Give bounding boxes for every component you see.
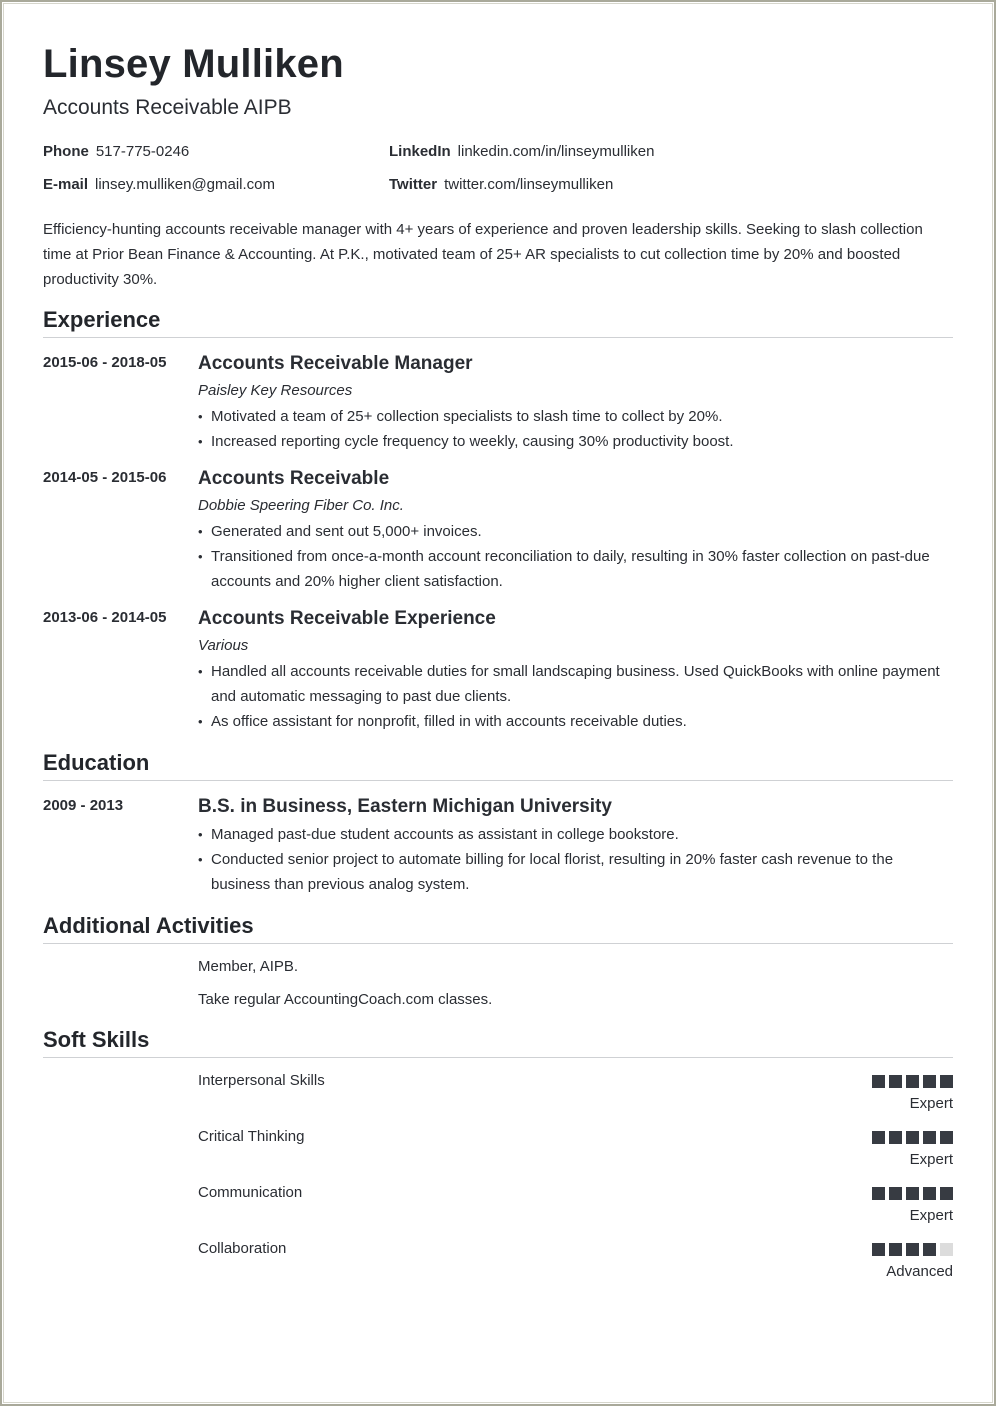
contact-linkedin — [389, 143, 654, 160]
rating-square-filled — [923, 1131, 936, 1144]
education-degree: B.S. in Business, Eastern Michigan University — [198, 796, 612, 817]
rating-square-filled — [940, 1187, 953, 1200]
twitter-label: Twitter — [389, 176, 438, 193]
skill-level: Advanced — [886, 1263, 953, 1280]
experience-company: Paisley Key Resources — [198, 382, 353, 399]
rating-square-empty — [940, 1243, 953, 1256]
activity-item: Take regular AccountingCoach.com classes. — [198, 991, 493, 1008]
rating-square-filled — [923, 1187, 936, 1200]
rating-square-filled — [940, 1075, 953, 1088]
education-bullet: • Managed past-due student accounts as assistant in college bookstore. — [198, 822, 953, 847]
experience-bullet: • Generated and sent out 5,000+ invoices. — [198, 519, 953, 544]
rating-square-filled — [889, 1131, 902, 1144]
rating-square-filled — [872, 1243, 885, 1256]
skill-level: Expert — [909, 1151, 953, 1168]
skill-name: Critical Thinking — [198, 1128, 305, 1145]
twitter-value: twitter.com/linseymulliken — [444, 176, 614, 193]
skill-rating — [872, 1075, 953, 1088]
phone-label: Phone — [43, 143, 89, 160]
email-label: E-mail — [43, 176, 89, 193]
experience-role: Accounts Receivable Experience — [198, 608, 496, 629]
skill-name: Interpersonal Skills — [198, 1072, 325, 1089]
rating-square-filled — [889, 1243, 902, 1256]
skill-name: Collaboration — [198, 1240, 287, 1257]
skill-row — [198, 1072, 953, 1120]
section-heading-skills: Soft Skills — [43, 1027, 953, 1058]
experience-bullet: • Motivated a team of 25+ collection specialists to slash time to collect by 20%. — [198, 404, 953, 429]
section-heading-education: Education — [43, 750, 953, 781]
rating-square-filled — [940, 1131, 953, 1144]
skill-level: Expert — [909, 1095, 953, 1112]
rating-square-filled — [889, 1075, 902, 1088]
skill-row — [198, 1184, 953, 1232]
rating-square-filled — [872, 1075, 885, 1088]
professional-summary: Efficiency-hunting accounts receivable manager with 4+ years of experience and proven leadership skills. Seeking to slash collection time at Prior Bean Finance & Accounting. At P.K., motivated team of 25+ AR specialists to cut collection time by 20% and boosted productivity 30%. — [43, 221, 923, 288]
rating-square-filled — [923, 1243, 936, 1256]
activity-item: Member, AIPB. — [198, 958, 299, 975]
experience-dates: 2014-05 - 2015-06 — [43, 469, 167, 486]
candidate-title: Accounts Receivable AIPB — [43, 96, 292, 119]
experience-bullet: • As office assistant for nonprofit, filled in with accounts receivable duties. — [198, 709, 953, 734]
rating-square-filled — [906, 1187, 919, 1200]
section-heading-experience: Experience — [43, 307, 953, 338]
education-dates: 2009 - 2013 — [43, 797, 124, 814]
contact-phone — [43, 143, 189, 160]
education-bullet: • Conducted senior project to automate billing for local florist, resulting in 20% faster cash revenue to the business than previous analog system. — [198, 847, 953, 897]
linkedin-label: LinkedIn — [389, 143, 451, 160]
experience-company: Various — [198, 637, 249, 654]
skill-rating — [872, 1243, 953, 1256]
skill-row — [198, 1240, 953, 1288]
linkedin-value: linkedin.com/in/linseymulliken — [457, 143, 655, 160]
experience-dates: 2015-06 - 2018-05 — [43, 354, 167, 371]
experience-role: Accounts Receivable — [198, 468, 390, 489]
contact-twitter — [389, 176, 613, 193]
email-value: linsey.mulliken@gmail.com — [95, 176, 276, 193]
skill-rating — [872, 1131, 953, 1144]
rating-square-filled — [923, 1075, 936, 1088]
contact-email — [43, 176, 275, 193]
rating-square-filled — [906, 1075, 919, 1088]
section-heading-activities: Additional Activities — [43, 913, 953, 944]
rating-square-filled — [872, 1131, 885, 1144]
skill-name: Communication — [198, 1184, 303, 1201]
skill-row — [198, 1128, 953, 1176]
rating-square-filled — [872, 1187, 885, 1200]
phone-value: 517-775-0246 — [95, 143, 190, 160]
experience-company: Dobbie Speering Fiber Co. Inc. — [198, 497, 404, 514]
experience-bullet: • Increased reporting cycle frequency to weekly, causing 30% productivity boost. — [198, 429, 953, 454]
skill-rating — [872, 1187, 953, 1200]
experience-dates: 2013-06 - 2014-05 — [43, 609, 167, 626]
experience-bullet: • Transitioned from once-a-month account reconciliation to daily, resulting in 30% faster collection on past-due accounts and 20% higher client satisfaction. — [198, 544, 953, 594]
rating-square-filled — [889, 1187, 902, 1200]
experience-bullet: • Handled all accounts receivable duties for small landscaping business. Used QuickBooks with online payment and automatic messaging to past due clients. — [198, 659, 953, 709]
candidate-name: Linsey Mulliken — [43, 42, 344, 86]
rating-square-filled — [906, 1243, 919, 1256]
skill-level: Expert — [909, 1207, 953, 1224]
rating-square-filled — [906, 1131, 919, 1144]
experience-role: Accounts Receivable Manager — [198, 353, 473, 374]
